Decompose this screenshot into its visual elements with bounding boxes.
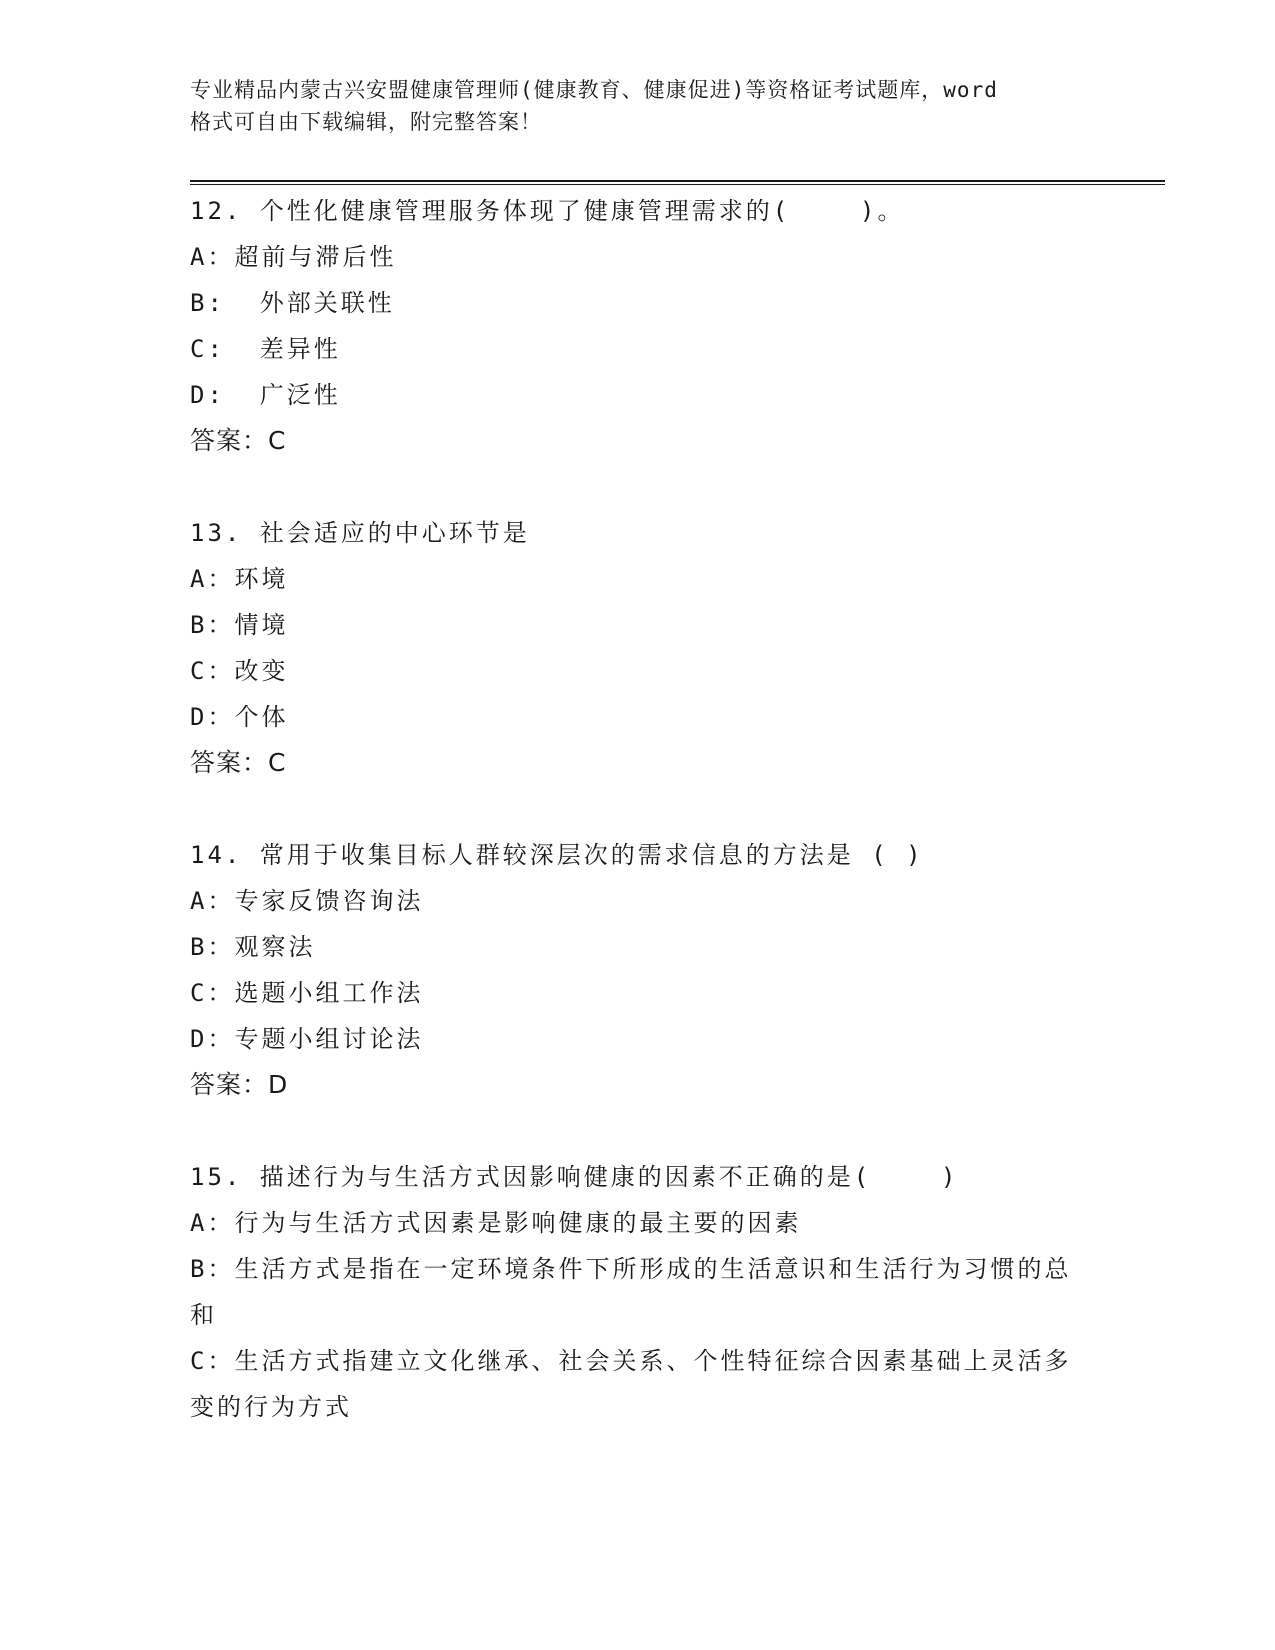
- question-stem: 15. 描述行为与生活方式因影响健康的因素不正确的是( ): [190, 1163, 959, 1191]
- option-c: C：生活方式指建立文化继承、社会关系、个性特征综合因素基础上灵活多变的行为方式: [190, 1347, 1072, 1421]
- option-b: B：情境: [190, 611, 289, 639]
- question-12: [190, 188, 1090, 464]
- option-a: A：专家反馈咨询法: [190, 887, 424, 915]
- option-a: A：超前与滞后性: [190, 243, 397, 271]
- question-13: [190, 510, 1090, 786]
- header-line-2: 格式可自由下载编辑，附完整答案！: [190, 110, 542, 134]
- question-list: [190, 188, 1090, 1476]
- question-stem: 12. 个性化健康管理服务体现了健康管理需求的( )。: [190, 197, 905, 225]
- option-d: D：个体: [190, 703, 289, 731]
- answer-label: 答案：D: [190, 1070, 289, 1099]
- header-divider-thin: [190, 184, 1165, 185]
- header-line-1: 专业精品内蒙古兴安盟健康管理师(健康教育、健康促进)等资格证考试题库，word: [190, 78, 998, 102]
- question-14: [190, 832, 1090, 1108]
- option-d: D: 广泛性: [190, 381, 341, 409]
- option-d: D：专题小组讨论法: [190, 1025, 424, 1053]
- document-header: [190, 74, 1090, 138]
- answer-label: 答案：C: [190, 748, 287, 777]
- option-a: A：行为与生活方式因素是影响健康的最主要的因素: [190, 1209, 802, 1237]
- option-c: C：改变: [190, 657, 289, 685]
- option-c: C: 差异性: [190, 335, 341, 363]
- header-divider-thick: [190, 180, 1165, 182]
- option-b: B：观察法: [190, 933, 316, 961]
- option-c: C：选题小组工作法: [190, 979, 424, 1007]
- option-b: B: 外部关联性: [190, 289, 395, 317]
- question-15: [190, 1154, 1090, 1430]
- question-stem: 13. 社会适应的中心环节是: [190, 519, 530, 547]
- answer-label: 答案：C: [190, 426, 287, 455]
- option-b: B：生活方式是指在一定环境条件下所形成的生活意识和生活行为习惯的总和: [190, 1255, 1072, 1329]
- option-a: A：环境: [190, 565, 289, 593]
- question-stem: 14. 常用于收集目标人群较深层次的需求信息的方法是 ( ): [190, 841, 924, 869]
